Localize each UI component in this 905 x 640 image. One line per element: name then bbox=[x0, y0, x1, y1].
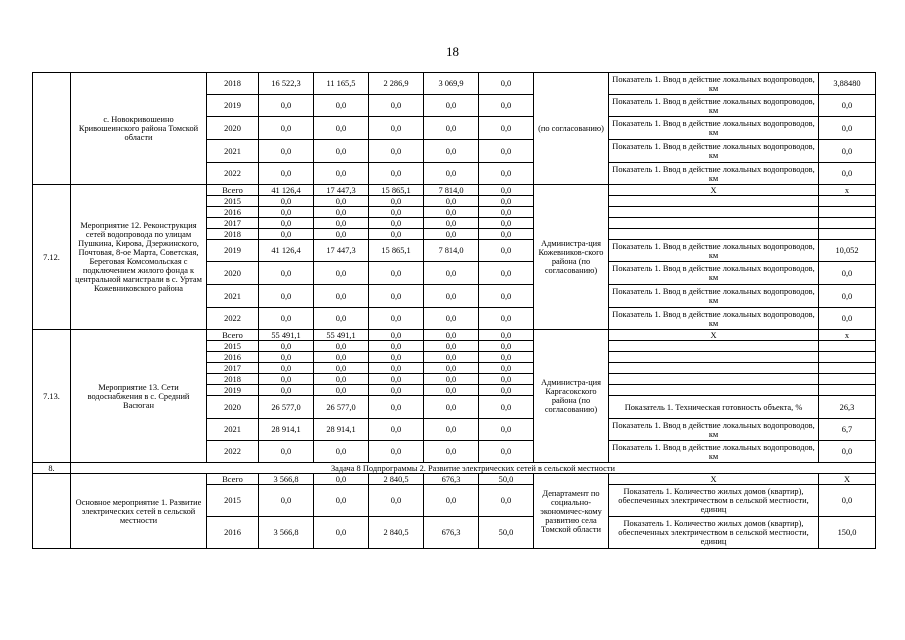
year-cell: 2019 bbox=[207, 95, 259, 117]
regional-budget-cell: 0,0 bbox=[369, 341, 424, 352]
year-cell: 2018 bbox=[207, 229, 259, 240]
local-budget-cell: 0,0 bbox=[424, 285, 479, 308]
local-budget-cell: 0,0 bbox=[424, 330, 479, 341]
federal-budget-cell: 0,0 bbox=[314, 163, 369, 185]
local-budget-cell: 0,0 bbox=[424, 352, 479, 363]
federal-budget-cell: 0,0 bbox=[314, 95, 369, 117]
year-cell: 2022 bbox=[207, 441, 259, 463]
indicator-cell: Показатель 1. Ввод в действие локальных водопроводов, км bbox=[609, 240, 819, 262]
indicator-value-cell bbox=[819, 341, 876, 352]
federal-budget-cell: 0,0 bbox=[314, 117, 369, 140]
indicator-value-cell: 0,0 bbox=[819, 262, 876, 285]
local-budget-cell: 0,0 bbox=[424, 140, 479, 163]
indicator-cell bbox=[609, 341, 819, 352]
regional-budget-cell: 2 286,9 bbox=[369, 73, 424, 95]
local-budget-cell: 676,3 bbox=[424, 474, 479, 485]
total-cell: 0,0 bbox=[259, 207, 314, 218]
local-budget-cell: 7 814,0 bbox=[424, 240, 479, 262]
regional-budget-cell: 0,0 bbox=[369, 95, 424, 117]
local-budget-cell: 0,0 bbox=[424, 196, 479, 207]
item-name: Мероприятие 13. Сети водоснабжения в с. Средний Васюган bbox=[71, 330, 207, 463]
item-name: Основное мероприятие 1. Развитие электрических сетей в сельской местности bbox=[71, 474, 207, 549]
year-cell: 2017 bbox=[207, 218, 259, 229]
year-cell: 2019 bbox=[207, 240, 259, 262]
local-budget-cell: 0,0 bbox=[424, 207, 479, 218]
regional-budget-cell: 2 840,5 bbox=[369, 474, 424, 485]
item-number bbox=[33, 73, 71, 185]
federal-budget-cell: 0,0 bbox=[314, 517, 369, 549]
year-cell: Всего bbox=[207, 330, 259, 341]
federal-budget-cell: 0,0 bbox=[314, 285, 369, 308]
regional-budget-cell: 0,0 bbox=[369, 374, 424, 385]
local-budget-cell: 0,0 bbox=[424, 163, 479, 185]
indicator-cell: Показатель 1. Ввод в действие локальных водопроводов, км bbox=[609, 73, 819, 95]
regional-budget-cell: 0,0 bbox=[369, 441, 424, 463]
total-cell: 0,0 bbox=[259, 117, 314, 140]
task-number: 8. bbox=[33, 463, 71, 474]
federal-budget-cell: 0,0 bbox=[314, 308, 369, 330]
regional-budget-cell: 0,0 bbox=[369, 229, 424, 240]
indicator-cell: Показатель 1. Ввод в действие локальных водопроводов, км bbox=[609, 419, 819, 441]
indicator-cell: Показатель 1. Ввод в действие локальных водопроводов, км bbox=[609, 95, 819, 117]
indicator-cell bbox=[609, 196, 819, 207]
regional-budget-cell: 0,0 bbox=[369, 352, 424, 363]
executor-cell: Администра-ция Каргасокского района (по согласованию) bbox=[534, 330, 609, 463]
indicator-value-cell: 0,0 bbox=[819, 308, 876, 330]
local-budget-cell: 0,0 bbox=[424, 385, 479, 396]
year-cell: 2016 bbox=[207, 352, 259, 363]
indicator-value-cell bbox=[819, 218, 876, 229]
federal-budget-cell: 0,0 bbox=[314, 374, 369, 385]
year-cell: 2016 bbox=[207, 207, 259, 218]
other-sources-cell: 50,0 bbox=[479, 474, 534, 485]
total-cell: 16 522,3 bbox=[259, 73, 314, 95]
indicator-cell: Показатель 1. Ввод в действие локальных водопроводов, км bbox=[609, 117, 819, 140]
year-cell: 2020 bbox=[207, 396, 259, 419]
federal-budget-cell: 0,0 bbox=[314, 341, 369, 352]
other-sources-cell: 0,0 bbox=[479, 330, 534, 341]
executor-cell: (по согласованию) bbox=[534, 73, 609, 185]
total-cell: 0,0 bbox=[259, 352, 314, 363]
year-cell: 2018 bbox=[207, 374, 259, 385]
indicator-value-cell: 0,0 bbox=[819, 95, 876, 117]
total-cell: 0,0 bbox=[259, 441, 314, 463]
local-budget-cell: 0,0 bbox=[424, 218, 479, 229]
local-budget-cell: 676,3 bbox=[424, 517, 479, 549]
indicator-cell bbox=[609, 218, 819, 229]
local-budget-cell: 0,0 bbox=[424, 262, 479, 285]
indicator-value-cell: 0,0 bbox=[819, 140, 876, 163]
indicator-value-cell: 0,0 bbox=[819, 441, 876, 463]
executor-cell: Департамент по социально-экономичес-кому развитию села Томской области bbox=[534, 474, 609, 549]
indicator-cell bbox=[609, 207, 819, 218]
regional-budget-cell: 15 865,1 bbox=[369, 185, 424, 196]
other-sources-cell: 0,0 bbox=[479, 140, 534, 163]
federal-budget-cell: 0,0 bbox=[314, 385, 369, 396]
other-sources-cell: 0,0 bbox=[479, 285, 534, 308]
federal-budget-cell: 0,0 bbox=[314, 207, 369, 218]
total-cell: 41 126,4 bbox=[259, 240, 314, 262]
total-cell: 41 126,4 bbox=[259, 185, 314, 196]
local-budget-cell: 7 814,0 bbox=[424, 185, 479, 196]
indicator-cell: Показатель 1. Ввод в действие локальных водопроводов, км bbox=[609, 441, 819, 463]
other-sources-cell: 0,0 bbox=[479, 262, 534, 285]
total-cell: 0,0 bbox=[259, 218, 314, 229]
other-sources-cell: 0,0 bbox=[479, 163, 534, 185]
table-row bbox=[33, 330, 876, 341]
indicator-value-cell: 150,0 bbox=[819, 517, 876, 549]
local-budget-cell: 0,0 bbox=[424, 419, 479, 441]
total-cell: 0,0 bbox=[259, 308, 314, 330]
total-cell: 3 566,8 bbox=[259, 517, 314, 549]
other-sources-cell: 0,0 bbox=[479, 441, 534, 463]
regional-budget-cell: 0,0 bbox=[369, 363, 424, 374]
federal-budget-cell: 0,0 bbox=[314, 441, 369, 463]
year-cell: Всего bbox=[207, 185, 259, 196]
other-sources-cell: 0,0 bbox=[479, 240, 534, 262]
year-cell: 2017 bbox=[207, 363, 259, 374]
regional-budget-cell: 0,0 bbox=[369, 308, 424, 330]
total-cell: 0,0 bbox=[259, 363, 314, 374]
local-budget-cell: 0,0 bbox=[424, 308, 479, 330]
other-sources-cell: 0,0 bbox=[479, 352, 534, 363]
local-budget-cell: 0,0 bbox=[424, 95, 479, 117]
local-budget-cell: 0,0 bbox=[424, 341, 479, 352]
total-cell: 0,0 bbox=[259, 262, 314, 285]
total-cell: 26 577,0 bbox=[259, 396, 314, 419]
local-budget-cell: 0,0 bbox=[424, 441, 479, 463]
federal-budget-cell: 26 577,0 bbox=[314, 396, 369, 419]
program-table bbox=[32, 72, 876, 549]
federal-budget-cell: 0,0 bbox=[314, 262, 369, 285]
regional-budget-cell: 0,0 bbox=[369, 485, 424, 517]
year-cell: 2019 bbox=[207, 385, 259, 396]
item-number: 7.13. bbox=[33, 330, 71, 463]
local-budget-cell: 3 069,9 bbox=[424, 73, 479, 95]
local-budget-cell: 0,0 bbox=[424, 396, 479, 419]
other-sources-cell: 0,0 bbox=[479, 73, 534, 95]
indicator-cell bbox=[609, 385, 819, 396]
table-row bbox=[33, 73, 876, 95]
total-cell: 0,0 bbox=[259, 341, 314, 352]
indicator-value-cell bbox=[819, 207, 876, 218]
federal-budget-cell: 17 447,3 bbox=[314, 240, 369, 262]
total-cell: 0,0 bbox=[259, 485, 314, 517]
federal-budget-cell: 0,0 bbox=[314, 352, 369, 363]
federal-budget-cell: 11 165,5 bbox=[314, 73, 369, 95]
total-cell: 0,0 bbox=[259, 374, 314, 385]
indicator-cell: Показатель 1. Ввод в действие локальных водопроводов, км bbox=[609, 308, 819, 330]
item-name: Мероприятие 12. Реконструкция сетей водопровода по улицам Пушкина, Кирова, Дзержинского, Почтовая, 8-ое Марта, Советская, Береговая Комсомольская с подключением жилого фонда к центральной магистрали в с. Уртам Кожевниковского района bbox=[71, 185, 207, 330]
regional-budget-cell: 0,0 bbox=[369, 396, 424, 419]
indicator-value-cell bbox=[819, 229, 876, 240]
table-row bbox=[33, 474, 876, 485]
indicator-cell bbox=[609, 352, 819, 363]
federal-budget-cell: 28 914,1 bbox=[314, 419, 369, 441]
federal-budget-cell: 0,0 bbox=[314, 140, 369, 163]
other-sources-cell: 0,0 bbox=[479, 485, 534, 517]
year-cell: Всего bbox=[207, 474, 259, 485]
indicator-value-cell bbox=[819, 363, 876, 374]
indicator-cell: X bbox=[609, 330, 819, 341]
item-name: с. Новокривошеино Кривошеинского района Томской области bbox=[71, 73, 207, 185]
indicator-cell: Показатель 1. Количество жилых домов (квартир), обеспеченных электричеством в сельской местности, единиц bbox=[609, 517, 819, 549]
year-cell: 2018 bbox=[207, 73, 259, 95]
federal-budget-cell: 0,0 bbox=[314, 485, 369, 517]
total-cell: 0,0 bbox=[259, 196, 314, 207]
regional-budget-cell: 0,0 bbox=[369, 163, 424, 185]
indicator-cell: Показатель 1. Техническая готовность объекта, % bbox=[609, 396, 819, 419]
local-budget-cell: 0,0 bbox=[424, 374, 479, 385]
year-cell: 2015 bbox=[207, 341, 259, 352]
local-budget-cell: 0,0 bbox=[424, 363, 479, 374]
year-cell: 2021 bbox=[207, 140, 259, 163]
federal-budget-cell: 17 447,3 bbox=[314, 185, 369, 196]
regional-budget-cell: 0,0 bbox=[369, 196, 424, 207]
year-cell: 2021 bbox=[207, 419, 259, 441]
indicator-cell: Показатель 1. Ввод в действие локальных водопроводов, км bbox=[609, 285, 819, 308]
indicator-value-cell bbox=[819, 385, 876, 396]
regional-budget-cell: 0,0 bbox=[369, 218, 424, 229]
local-budget-cell: 0,0 bbox=[424, 117, 479, 140]
indicator-cell: Показатель 1. Ввод в действие локальных водопроводов, км bbox=[609, 163, 819, 185]
other-sources-cell: 0,0 bbox=[479, 419, 534, 441]
item-number: 7.12. bbox=[33, 185, 71, 330]
other-sources-cell: 0,0 bbox=[479, 95, 534, 117]
indicator-value-cell: 6,7 bbox=[819, 419, 876, 441]
federal-budget-cell: 55 491,1 bbox=[314, 330, 369, 341]
regional-budget-cell: 15 865,1 bbox=[369, 240, 424, 262]
other-sources-cell: 0,0 bbox=[479, 207, 534, 218]
other-sources-cell: 0,0 bbox=[479, 374, 534, 385]
year-cell: 2020 bbox=[207, 117, 259, 140]
total-cell: 0,0 bbox=[259, 385, 314, 396]
year-cell: 2022 bbox=[207, 308, 259, 330]
federal-budget-cell: 0,0 bbox=[314, 363, 369, 374]
indicator-cell bbox=[609, 374, 819, 385]
other-sources-cell: 50,0 bbox=[479, 517, 534, 549]
indicator-value-cell: 0,0 bbox=[819, 485, 876, 517]
other-sources-cell: 0,0 bbox=[479, 218, 534, 229]
year-cell: 2021 bbox=[207, 285, 259, 308]
indicator-value-cell: 26,3 bbox=[819, 396, 876, 419]
total-cell: 0,0 bbox=[259, 163, 314, 185]
other-sources-cell: 0,0 bbox=[479, 363, 534, 374]
total-cell: 55 491,1 bbox=[259, 330, 314, 341]
regional-budget-cell: 0,0 bbox=[369, 262, 424, 285]
indicator-value-cell: 0,0 bbox=[819, 117, 876, 140]
other-sources-cell: 0,0 bbox=[479, 229, 534, 240]
regional-budget-cell: 0,0 bbox=[369, 285, 424, 308]
regional-budget-cell: 2 840,5 bbox=[369, 517, 424, 549]
other-sources-cell: 0,0 bbox=[479, 117, 534, 140]
task-title: Задача 8 Подпрограммы 2. Развитие электрических сетей в сельской местности bbox=[71, 463, 876, 474]
year-cell: 2015 bbox=[207, 196, 259, 207]
federal-budget-cell: 0,0 bbox=[314, 196, 369, 207]
indicator-value-cell bbox=[819, 374, 876, 385]
year-cell: 2020 bbox=[207, 262, 259, 285]
local-budget-cell: 0,0 bbox=[424, 229, 479, 240]
indicator-value-cell: 3,88480 bbox=[819, 73, 876, 95]
indicator-value-cell: 0,0 bbox=[819, 163, 876, 185]
federal-budget-cell: 0,0 bbox=[314, 229, 369, 240]
task-row bbox=[33, 463, 876, 474]
total-cell: 0,0 bbox=[259, 140, 314, 163]
indicator-value-cell bbox=[819, 196, 876, 207]
indicator-cell: Показатель 1. Ввод в действие локальных водопроводов, км bbox=[609, 262, 819, 285]
indicator-value-cell: 10,052 bbox=[819, 240, 876, 262]
total-cell: 0,0 bbox=[259, 285, 314, 308]
indicator-value-cell bbox=[819, 352, 876, 363]
indicator-cell: Показатель 1. Количество жилых домов (квартир), обеспеченных электричеством в сельской местности, единиц bbox=[609, 485, 819, 517]
indicator-value-cell: x bbox=[819, 185, 876, 196]
indicator-cell: X bbox=[609, 474, 819, 485]
indicator-value-cell: x bbox=[819, 330, 876, 341]
other-sources-cell: 0,0 bbox=[479, 185, 534, 196]
regional-budget-cell: 0,0 bbox=[369, 385, 424, 396]
regional-budget-cell: 0,0 bbox=[369, 419, 424, 441]
other-sources-cell: 0,0 bbox=[479, 196, 534, 207]
year-cell: 2016 bbox=[207, 517, 259, 549]
year-cell: 2022 bbox=[207, 163, 259, 185]
total-cell: 0,0 bbox=[259, 229, 314, 240]
indicator-cell bbox=[609, 229, 819, 240]
other-sources-cell: 0,0 bbox=[479, 385, 534, 396]
regional-budget-cell: 0,0 bbox=[369, 140, 424, 163]
indicator-cell bbox=[609, 363, 819, 374]
page-number: 18 bbox=[446, 44, 459, 59]
local-budget-cell: 0,0 bbox=[424, 485, 479, 517]
indicator-cell: Показатель 1. Ввод в действие локальных водопроводов, км bbox=[609, 140, 819, 163]
total-cell: 0,0 bbox=[259, 95, 314, 117]
other-sources-cell: 0,0 bbox=[479, 341, 534, 352]
regional-budget-cell: 0,0 bbox=[369, 330, 424, 341]
other-sources-cell: 0,0 bbox=[479, 308, 534, 330]
item-number bbox=[33, 474, 71, 549]
regional-budget-cell: 0,0 bbox=[369, 207, 424, 218]
total-cell: 3 566,8 bbox=[259, 474, 314, 485]
executor-cell: Администра-ция Кожевников-ского района (по согласованию) bbox=[534, 185, 609, 330]
table-row bbox=[33, 185, 876, 196]
other-sources-cell: 0,0 bbox=[479, 396, 534, 419]
regional-budget-cell: 0,0 bbox=[369, 117, 424, 140]
indicator-value-cell: 0,0 bbox=[819, 285, 876, 308]
federal-budget-cell: 0,0 bbox=[314, 474, 369, 485]
total-cell: 28 914,1 bbox=[259, 419, 314, 441]
indicator-cell: X bbox=[609, 185, 819, 196]
federal-budget-cell: 0,0 bbox=[314, 218, 369, 229]
year-cell: 2015 bbox=[207, 485, 259, 517]
indicator-value-cell: X bbox=[819, 474, 876, 485]
